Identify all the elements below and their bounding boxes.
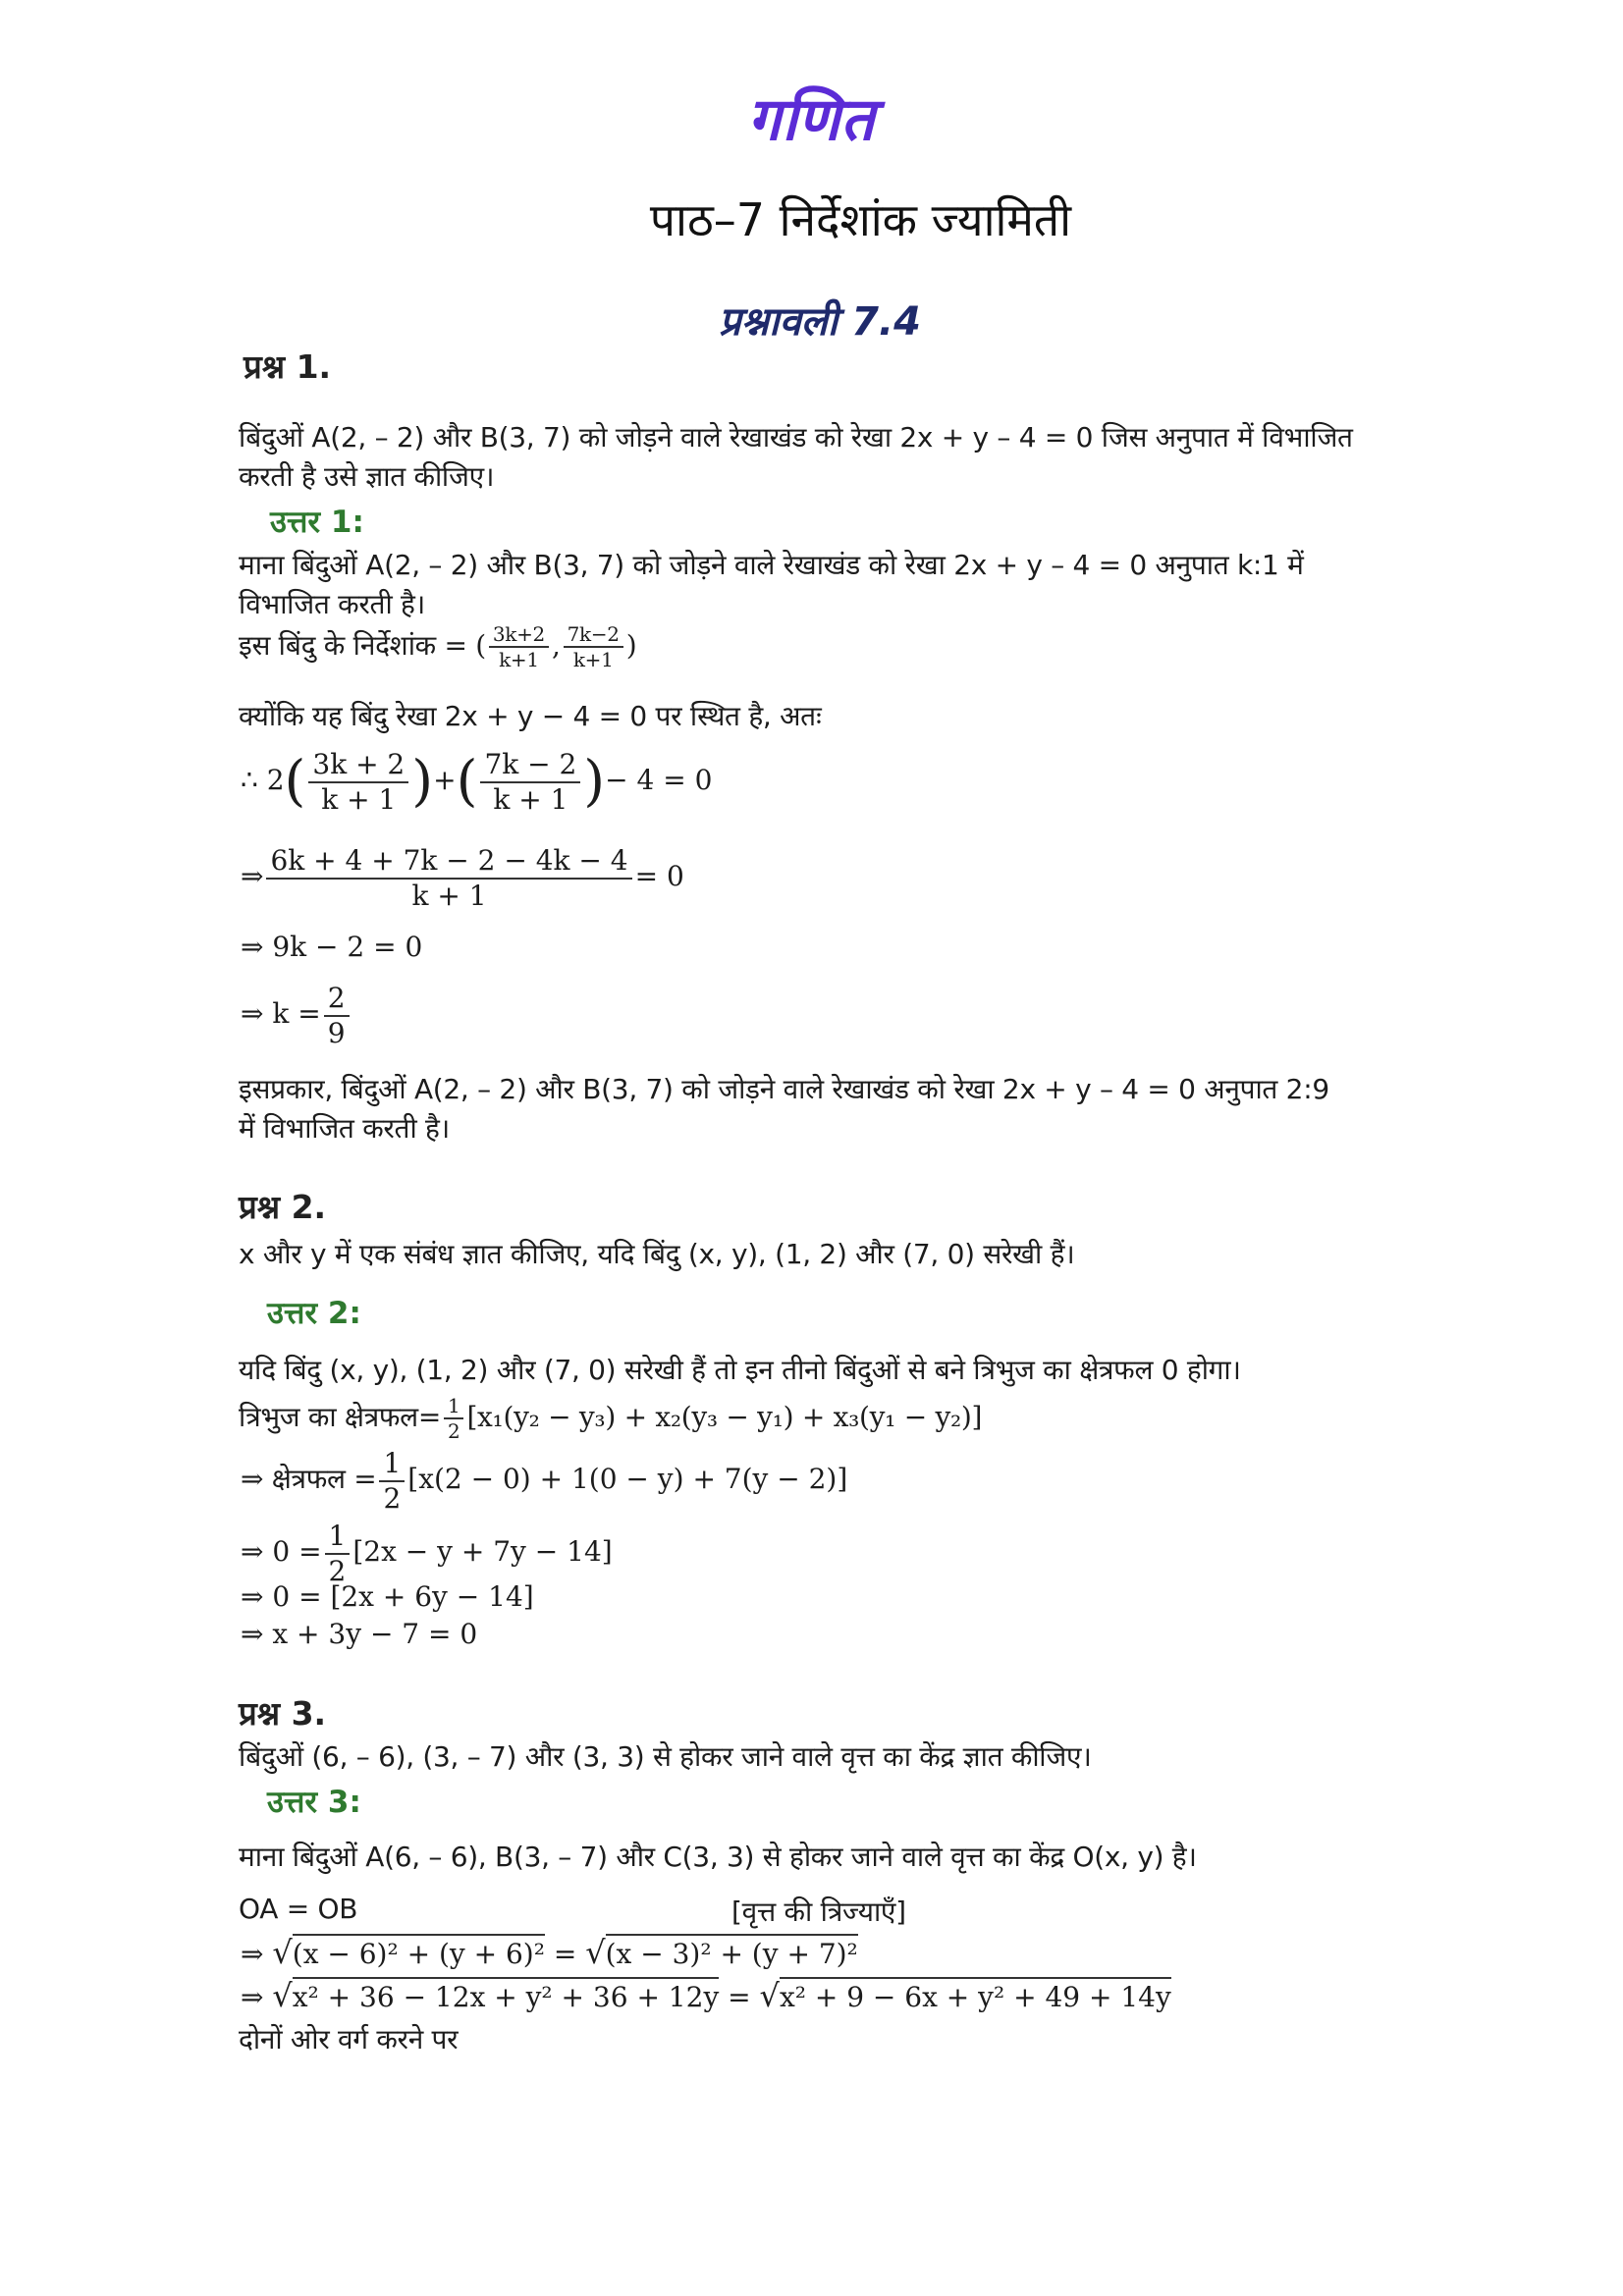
- half-fraction: [325, 1520, 351, 1587]
- sqrt-icon: √: [272, 1934, 293, 1971]
- answer-1-line2: विभाजित करती है।: [239, 588, 425, 620]
- step1-prefix: ∴ 2: [241, 764, 285, 797]
- half-num: 1: [379, 1447, 405, 1482]
- step1-f1-den: k + 1: [321, 782, 397, 816]
- paren-close: ): [583, 749, 606, 814]
- step2-fraction: [266, 844, 631, 912]
- area-step2-prefix: ⇒ 0 =: [241, 1535, 322, 1569]
- chapter-title: पाठ–7 निर्देशांक ज्यामिती: [649, 193, 1072, 246]
- step2-lhs: x² + 36 − 12x + y² + 36 + 12y: [293, 1977, 720, 2013]
- question-2-text: x और y में एक संबंध ज्ञात कीजिए, यदि बिंदु (x, y), (1, 2) और (7, 0) सरेखी हैं।: [239, 1238, 1075, 1270]
- coords-paren-open: (: [475, 629, 486, 662]
- coords-comma: ,: [551, 629, 561, 662]
- coord-y-fraction: [564, 622, 623, 671]
- exercise-title: प्रश्नावली 7.4: [719, 299, 921, 345]
- coord-x-num: 3k+2: [489, 622, 549, 648]
- area-step4: ⇒ x + 3y − 7 = 0: [241, 1618, 478, 1650]
- answer-3-label: उत्तर 3:: [267, 1785, 361, 1820]
- question-3-label: प्रश्न 3.: [239, 1694, 327, 1733]
- step1-f2-den: k + 1: [493, 782, 568, 816]
- step1-rhs: (x − 3)² + (y + 7)²: [606, 1934, 858, 1970]
- area-step1-body: [x(2 − 0) + 1(0 − y) + 7(y − 2)]: [407, 1463, 848, 1496]
- answer-3-line1: माना बिंदुओं A(6, – 6), B(3, – 7) और C(3, 3) से होकर जाने वाले वृत्त का केंद्र O(x, y) है।: [239, 1841, 1197, 1873]
- area-step3: ⇒ 0 = [2x + 6y − 14]: [241, 1580, 534, 1613]
- coord-y-den: k+1: [572, 648, 614, 671]
- step4-prefix: ⇒ k =: [241, 997, 321, 1031]
- step1-f1-num: 3k + 2: [308, 748, 408, 783]
- step1-fraction-2: [480, 748, 580, 816]
- area-step1-prefix: ⇒ क्षेत्रफल =: [241, 1463, 377, 1496]
- area-formula-line: [239, 1394, 982, 1443]
- answer-2-label: उत्तर 2:: [267, 1296, 361, 1331]
- step2-prefix: ⇒: [241, 1981, 264, 2013]
- answer-1-label: उत्तर 1:: [270, 505, 364, 540]
- question-3-text: बिंदुओं (6, – 6), (3, – 7) और (3, 3) से होकर जाने वाले वृत्त का केंद्र ज्ञात कीजिए।: [239, 1740, 1092, 1773]
- half-den: 2: [448, 1419, 460, 1443]
- step2-suffix: = 0: [634, 860, 684, 893]
- coords-label: इस बिंदु के निर्देशांक =: [239, 629, 467, 662]
- coords-paren-close: ): [625, 629, 637, 662]
- coord-x-den: k+1: [499, 648, 539, 671]
- step2-equation: [241, 844, 684, 912]
- answer-2-line1: यदि बिंदु (x, y), (1, 2) और (7, 0) सरेखी हैं तो इन तीनो बिंदुओं से बने त्रिभुज का क्षेत्रफल 0 होगा।: [239, 1354, 1241, 1386]
- step4-den: 9: [327, 1016, 346, 1049]
- coordinates-line: [239, 622, 636, 671]
- question-1-text-line1: बिंदुओं A(2, – 2) और B(3, 7) को जोड़ने वाले रेखाखंड को रेखा 2x + y – 4 = 0 जिस अनुपात में विभाजित: [239, 421, 1353, 454]
- coord-x-fraction: [489, 622, 549, 671]
- step1-plus: +: [433, 764, 457, 797]
- half-num: 1: [444, 1394, 463, 1419]
- step1-equation: [241, 748, 712, 816]
- distance-step2: [241, 1977, 1171, 2014]
- radii-note: [वृत्त की त्रिज्याएँ]: [731, 1896, 906, 1928]
- step2-prefix: ⇒: [241, 860, 264, 893]
- paren-open: (: [284, 749, 306, 814]
- step1-equals: =: [553, 1938, 577, 1970]
- half-fraction: [379, 1447, 405, 1515]
- step1-suffix: − 4 = 0: [605, 764, 713, 797]
- conclusion-line1: इसप्रकार, बिंदुओं A(2, – 2) और B(3, 7) को जोड़ने वाले रेखाखंड को रेखा 2x + y – 4 = 0 अनुपात 2:9: [239, 1073, 1329, 1105]
- question-2-label: प्रश्न 2.: [239, 1188, 327, 1226]
- area-label: त्रिभुज का क्षेत्रफल=: [239, 1401, 441, 1433]
- step1-lhs: (x − 6)² + (y + 6)²: [293, 1934, 545, 1970]
- sqrt-icon: √: [272, 1977, 293, 2014]
- step1-f2-num: 7k − 2: [480, 748, 580, 783]
- paren-open: (: [456, 749, 478, 814]
- step2-equals: =: [728, 1981, 751, 2013]
- subject-title: गणित: [747, 85, 876, 154]
- step1-fraction-1: [308, 748, 408, 816]
- step4-num: 2: [324, 982, 350, 1017]
- step2-rhs: x² + 9 − 6x + y² + 49 + 14y: [780, 1977, 1171, 2013]
- half-num: 1: [325, 1520, 351, 1555]
- question-1-label: प्रश्न 1.: [243, 347, 332, 386]
- distance-step1: [241, 1934, 858, 1971]
- sqrt-icon: √: [759, 1977, 780, 2014]
- step1-prefix: ⇒: [241, 1938, 264, 1970]
- step2-den: k + 1: [411, 879, 487, 912]
- step4-fraction: [324, 982, 350, 1049]
- conclusion-line2: में विभाजित करती है।: [239, 1112, 450, 1145]
- paren-close: ): [411, 749, 434, 814]
- question-1-text-line2: करती है उसे ज्ञात कीजिए।: [239, 460, 495, 493]
- step2-num: 6k + 4 + 7k − 2 − 4k − 4: [266, 844, 631, 880]
- step3-equation: ⇒ 9k − 2 = 0: [241, 931, 423, 963]
- area-step2: [241, 1520, 613, 1587]
- because-line: क्योंकि यह बिंदु रेखा 2x + y − 4 = 0 पर स्थित है, अतः: [239, 700, 822, 732]
- half-fraction: [444, 1394, 463, 1443]
- sqrt-icon: √: [585, 1934, 606, 1971]
- final-line: दोनों ओर वर्ग करने पर: [239, 2023, 459, 2056]
- area-formula: [x₁(y₂ − y₃) + x₂(y₃ − y₁) + x₃(y₁ − y₂)]: [466, 1401, 983, 1433]
- area-step1: [241, 1447, 847, 1515]
- area-step2-body: [2x − y + 7y − 14]: [352, 1535, 613, 1569]
- half-den: 2: [328, 1554, 347, 1587]
- half-den: 2: [383, 1481, 402, 1515]
- oa-ob: OA = OB: [239, 1893, 358, 1925]
- coord-y-num: 7k−2: [564, 622, 623, 648]
- step4-equation: [241, 982, 352, 1049]
- answer-1-line1: माना बिंदुओं A(2, – 2) और B(3, 7) को जोड़ने वाले रेखाखंड को रेखा 2x + y – 4 = 0 अनुपात k:1 में: [239, 549, 1304, 581]
